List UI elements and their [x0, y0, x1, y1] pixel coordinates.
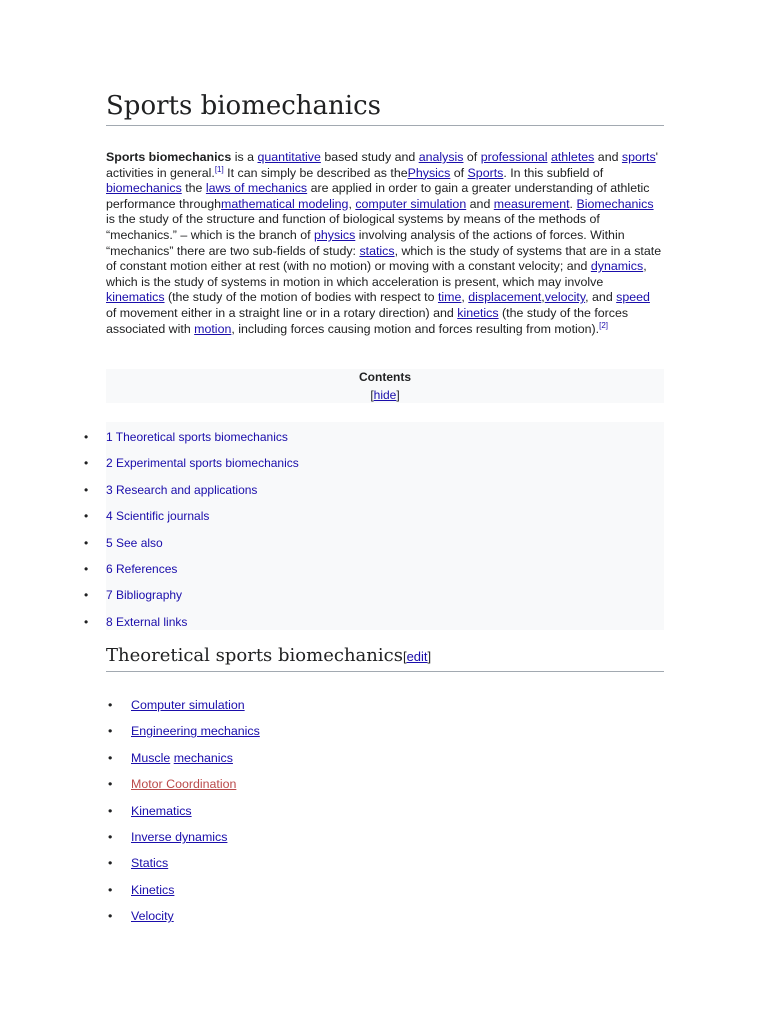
intro-text: of [450, 165, 468, 180]
intro-text: and [466, 196, 494, 211]
bullet-icon: • [108, 698, 113, 712]
link-displacement[interactable]: displacement [468, 290, 542, 305]
toc-item [0, 530, 700, 556]
link-quantitative[interactable]: quantitative [257, 150, 321, 164]
bullet-icon: • [84, 561, 89, 576]
reference-1[interactable]: [1] [214, 164, 224, 174]
link-velocity-item[interactable]: Velocity [131, 909, 174, 924]
intro-text: , which is the study of systems in motion in which acceleration is present, which may involve [106, 259, 647, 289]
bullet-icon: • [108, 777, 113, 792]
link-mechanics[interactable]: mechanics [173, 750, 233, 765]
link-computer-simulation-item[interactable]: Computer simulation [131, 698, 245, 712]
link-biomechanics-cap[interactable]: Biomechanics [576, 196, 654, 211]
link-athletes[interactable]: athletes [550, 150, 595, 164]
reference-2[interactable]: [2] [599, 320, 609, 330]
link-physics-cap[interactable]: Physics [407, 165, 451, 180]
link-motor-coordination[interactable]: Motor Coordination [131, 777, 237, 792]
toc-link-1[interactable]: 1 Theoretical sports biomechanics [106, 430, 288, 444]
list-item [0, 745, 700, 771]
intro-text: is a [231, 150, 258, 164]
intro-text: (the study of the motion of bodies with respect to [164, 290, 438, 305]
intro-text: It can simply be described as the [223, 165, 408, 180]
list-item [0, 771, 700, 797]
toc-bracket-open: [ [370, 388, 374, 402]
intro-text: and [594, 150, 622, 164]
list-item [0, 798, 700, 824]
edit-bracket-open: [ [402, 649, 407, 664]
toc-hide-link[interactable]: hide [373, 388, 397, 402]
link-professional[interactable]: professional [480, 150, 548, 164]
toc-link-6[interactable]: 6 References [106, 561, 178, 576]
bullet-icon: • [108, 803, 113, 818]
bullet-icon: • [84, 614, 89, 629]
section-heading [106, 644, 664, 672]
edit-bracket-close: ] [427, 649, 432, 664]
intro-text: . In this subfield of [503, 165, 604, 180]
bullet-icon: • [108, 882, 113, 897]
toc-item [0, 450, 700, 476]
bullet-icon: • [84, 482, 89, 497]
list-item [0, 903, 700, 929]
toc-link-2[interactable]: 2 Experimental sports biomechanics [106, 456, 299, 471]
link-physics[interactable]: physics [313, 227, 356, 242]
intro-paragraph [106, 150, 662, 337]
section-heading-text: Theoretical sports biomechanics [106, 645, 403, 666]
toc-item [0, 582, 700, 608]
link-sports-cap[interactable]: Sports [467, 165, 504, 180]
section-edit [403, 649, 431, 664]
intro-text: , [461, 290, 469, 305]
link-dynamics[interactable]: dynamics [590, 259, 644, 274]
bullet-icon: • [108, 909, 113, 924]
link-velocity[interactable]: velocity [544, 290, 586, 305]
bullet-icon: • [84, 535, 89, 550]
toc-link-5[interactable]: 5 See also [106, 535, 163, 550]
bullet-icon: • [84, 456, 89, 471]
intro-text: . [569, 196, 577, 211]
intro-text: , which is the study of systems that are in a state of constant motion either at rest (with no motion) or moving with a constant velocity; and [106, 243, 662, 274]
section-edit-link[interactable]: edit [406, 649, 428, 664]
list-item [0, 850, 700, 876]
bullet-icon: • [108, 724, 113, 739]
link-kinematics[interactable]: kinematics [106, 290, 165, 305]
link-kinetics-item[interactable]: Kinetics [131, 882, 175, 897]
intro-text: are applied in order to gain a greater understanding of athletic performance through [106, 181, 650, 211]
toc-list [0, 424, 700, 635]
toc-item [0, 477, 700, 503]
toc-title: Contents [359, 370, 411, 384]
link-engineering-mechanics[interactable]: Engineering mechanics [131, 724, 260, 739]
toc-link-8[interactable]: 8 External links [106, 614, 188, 629]
intro-text: , including forces causing motion and forces resulting from motion). [231, 321, 600, 336]
bullet-icon: • [84, 509, 89, 524]
page-title: Sports biomechanics [106, 90, 664, 126]
toc-link-4[interactable]: 4 Scientific journals [106, 509, 210, 524]
intro-text: the [181, 181, 206, 196]
link-sports[interactable]: sports [621, 150, 656, 164]
toc-header [106, 369, 664, 403]
bullet-icon: • [108, 750, 113, 765]
link-motion[interactable]: motion [194, 321, 232, 336]
intro-text: (the study of the forces associated with [106, 305, 629, 336]
list-item [0, 718, 700, 744]
toc-item [0, 424, 700, 450]
bullet-icon: • [108, 856, 113, 871]
link-inverse-dynamics[interactable]: Inverse dynamics [131, 829, 228, 844]
intro-text: ' activities in general. [106, 150, 659, 180]
intro-text: involving analysis of the actions of forces. Within “mechanics” there are two sub-fields of study: [106, 227, 625, 258]
link-mathematical-modeling[interactable]: mathematical modeling [221, 196, 349, 211]
section-link-list [0, 692, 700, 930]
link-biomechanics[interactable]: biomechanics [106, 181, 182, 196]
link-statics-item[interactable]: Statics [131, 856, 169, 871]
link-laws-of-mechanics[interactable]: laws of mechanics [205, 181, 308, 196]
link-computer-simulation[interactable]: computer simulation [355, 196, 467, 211]
link-analysis[interactable]: analysis [418, 150, 464, 164]
list-item [0, 824, 700, 850]
toc-link-3[interactable]: 3 Research and applications [106, 482, 258, 497]
intro-text: is the study of the structure and function of biological systems by means of the methods of “mechanics.” – which is the branch of [106, 212, 600, 242]
link-measurement[interactable]: measurement [493, 196, 570, 211]
link-statics[interactable]: statics [359, 243, 395, 258]
intro-text: , [541, 290, 545, 305]
toc-item [0, 609, 700, 635]
bullet-icon: • [108, 829, 113, 844]
bullet-icon: • [84, 430, 89, 444]
bullet-icon: • [84, 588, 89, 603]
intro-lead-bold: Sports biomechanics [106, 150, 232, 164]
list-item [0, 692, 700, 718]
link-time[interactable]: time [437, 290, 462, 305]
intro-text: , [348, 196, 356, 211]
list-item [0, 877, 700, 903]
intro-text: based study and [320, 150, 419, 164]
link-kinematics-item[interactable]: Kinematics [131, 803, 192, 818]
toc-bracket-close: ] [396, 388, 400, 402]
toc-item [0, 556, 700, 582]
link-speed[interactable]: speed [616, 290, 650, 305]
link-kinetics[interactable]: kinetics [457, 305, 499, 320]
toc-item [0, 503, 700, 529]
toc-toggle [106, 388, 664, 402]
intro-text: of [463, 150, 481, 164]
toc-link-7[interactable]: 7 Bibliography [106, 588, 183, 603]
intro-text: of movement either in a straight line or in a rotary direction) and [106, 305, 458, 320]
intro-text: , and [585, 290, 617, 305]
link-muscle[interactable]: Muscle [131, 750, 171, 765]
